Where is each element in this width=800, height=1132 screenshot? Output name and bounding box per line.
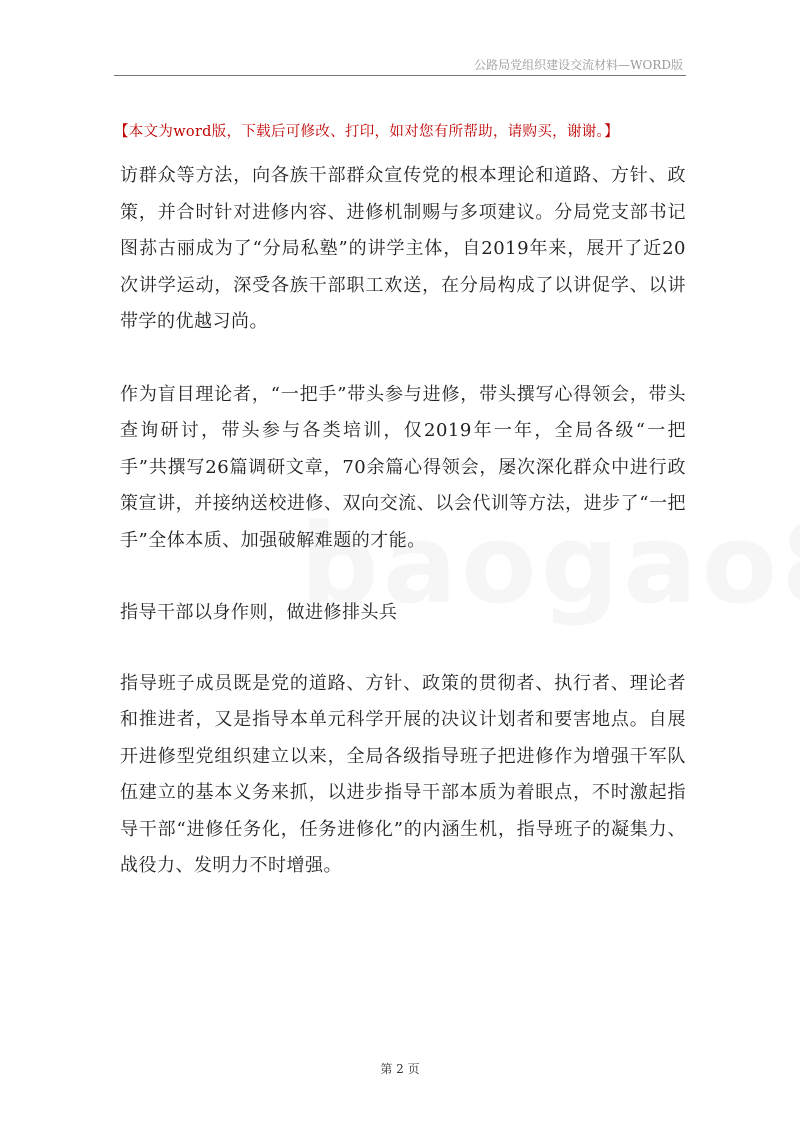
header-divider <box>114 75 686 76</box>
page-header-title: 公路局党组织建设交流材料—WORD版 <box>474 58 683 72</box>
document-body <box>120 158 686 921</box>
section-heading: 指导干部以身作则，做进修排头兵 <box>120 602 398 623</box>
paragraph-2: 作为盲目理论者，“一把手”带头参与进修，带头撰写心得领会，带头查询研讨，带头参与各类培训，仅2019年一年，全局各级“一把手”共撰写26篇调研文章，70余篇心得领会，屡次深化群众中进行政策宣讲，并接纳送校进修、双向交流、以会代训等方法，进步了“一把手”全体本质、加强破解难题的才能。 <box>120 383 686 551</box>
paragraph-1: 访群众等方法，向各族干部群众宣传党的根本理论和道路、方针、政策，并合时针对进修内容、进修机制赐与多项建议。分局党支部书记图荪古丽成为了“分局私塾”的讲学主体，自2019年来，展开了近20次讲学运动，深受各族干部职工欢送，在分局构成了以讲促学、以讲带学的优越习尚。 <box>120 165 686 332</box>
page-number: 第 2 页 <box>380 1062 420 1076</box>
purchase-notice: 【本文为word版，下载后可修改、打印，如对您有所帮助，请购买，谢谢。】 <box>114 124 619 140</box>
paragraph-3: 指导班子成员既是党的道路、方针、政策的贯彻者、执行者、理论者和推进者，又是指导本单元科学开展的决议计划者和要害地点。自展开进修型党组织建立以来，全局各级指导班子把进修作为增强干军队伍建立的基本义务来抓，以进步指导干部本质为着眼点，不时激起指导干部“进修任务化，任务进修化”的内涵生机，指导班子的凝集力、战役力、发明力不时增强。 <box>120 672 686 876</box>
